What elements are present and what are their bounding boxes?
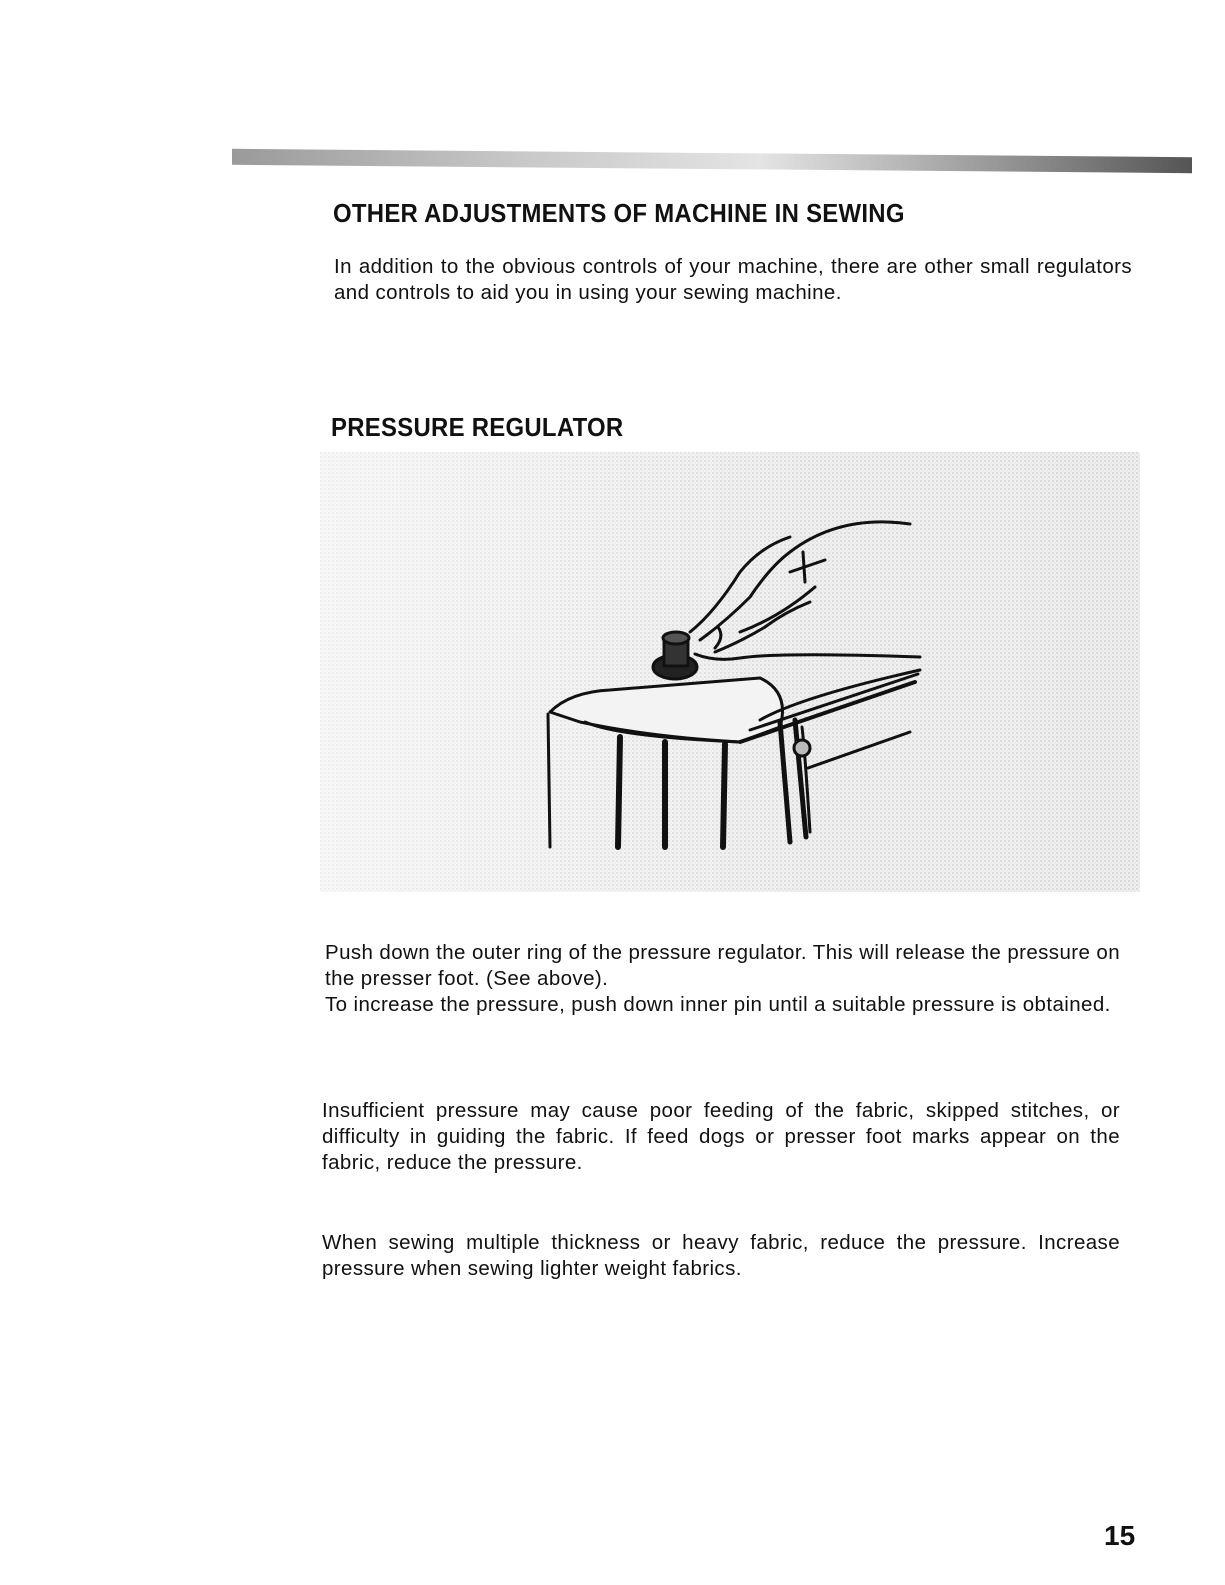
instruction-paragraph-4: When sewing multiple thickness or heavy fabric, reduce the pressure. Increase pressure when sewing lighter weight fabrics. bbox=[322, 1231, 1120, 1280]
page-number: 15 bbox=[1104, 1520, 1136, 1551]
instruction-paragraph-1: Push down the outer ring of the pressure regulator. This will release the pressure on the presser foot. (See above). bbox=[325, 941, 1120, 990]
instruction-paragraph-2: To increase the pressure, push down inner pin until a suitable pressure is obtained. bbox=[325, 993, 1111, 1016]
section-title: OTHER ADJUSTMENTS OF MACHINE IN SEWING bbox=[333, 198, 905, 228]
subsection-title: PRESSURE REGULATOR bbox=[331, 412, 624, 442]
pressure-regulator-illustration bbox=[320, 452, 1140, 892]
header-rule bbox=[232, 149, 1192, 173]
intro-paragraph: In addition to the obvious controls of your machine, there are other small regulators and controls to aid you in using your sewing machine. bbox=[334, 255, 1132, 304]
instruction-paragraph-3: Insufficient pressure may cause poor feeding of the fabric, skipped stitches, or difficulty in guiding the fabric. If feed dogs or presser foot marks appear on the fabric, reduce the pressure. bbox=[322, 1099, 1120, 1174]
